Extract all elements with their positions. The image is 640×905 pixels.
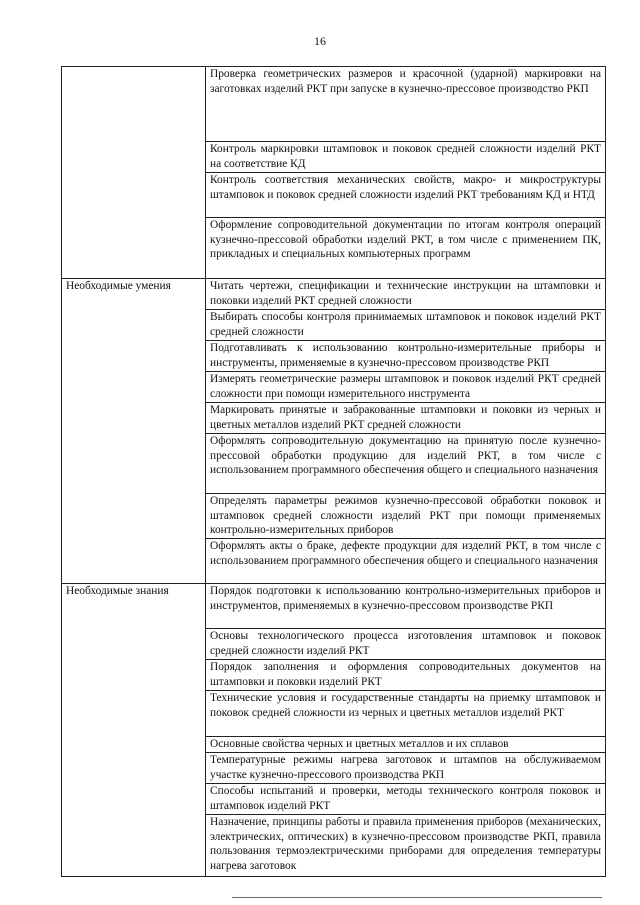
- table-row: [62, 67, 606, 142]
- row-label: [62, 67, 206, 279]
- page-number: 16: [314, 34, 326, 48]
- row-description: Измерять геометрические размеры штамповок и поковок изделий РКТ средней сложности при помощи измерительного инструмента: [206, 372, 606, 403]
- row-description: Порядок подготовки к использованию контрольно-измерительных приборов и инструментов, применяемых в кузнечно-прессовом производстве РКП: [206, 584, 606, 629]
- requirements-table: [61, 66, 606, 877]
- row-description: Основы технологического процесса изготовления штамповок и поковок средней сложности изделий РКТ: [206, 629, 606, 660]
- row-description: Оформлять сопроводительную документацию на принятую после кузнечно-прессовой обработки продукцию для изделий РКТ, в том числе с использованием программного обеспечения общего и специального назначения: [206, 434, 606, 494]
- row-description: Выбирать способы контроля принимаемых штамповок и поковок изделий РКТ средней сложности: [206, 310, 606, 341]
- section-label-skills: Необходимые умения: [62, 279, 206, 584]
- row-description: Технические условия и государственные стандарты на приемку штамповок и поковок средней сложности из черных и цветных металлов изделий РКТ: [206, 691, 606, 737]
- table-row: [62, 279, 606, 310]
- page-bottom-rule: [232, 897, 602, 898]
- row-description: Оформление сопроводительной документации по итогам контроля операций кузнечно-прессовой обработки изделий РКТ, в том числе с применением ПК, прикладных и специальных компьютерных программ: [206, 218, 606, 279]
- row-description: Определять параметры режимов кузнечно-прессовой обработки поковок и штамповок средней сложности изделий РКТ при помощи применяемых контрольно-измерительных приборов: [206, 494, 606, 539]
- row-description: Контроль соответствия механических свойств, макро- и микроструктуры штамповок и поковок средней сложности изделий РКТ требованиям КД и НТД: [206, 173, 606, 218]
- row-description: Подготавливать к использованию контрольно-измерительные приборы и инструменты, применяемые в кузнечно-прессовом производстве РКП: [206, 341, 606, 372]
- row-description: Назначение, принципы работы и правила применения приборов (механических, электрических, оптических) в кузнечно-прессовом производстве РКП, правила пользования термоэлектрическими приборами для определения температуры нагрева заготовок: [206, 815, 606, 877]
- row-description: Проверка геометрических размеров и красочной (ударной) маркировки на заготовках изделий РКТ при запуске в кузнечно-прессовое производство РКП: [206, 67, 606, 142]
- row-description: Читать чертежи, спецификации и технические инструкции на штамповки и поковки изделий РКТ средней сложности: [206, 279, 606, 310]
- row-description: Контроль маркировки штамповок и поковок средней сложности изделий РКТ на соответствие КД: [206, 142, 606, 173]
- row-description: Маркировать принятые и забракованные штамповки и поковки из черных и цветных металлов изделий РКТ средней сложности: [206, 403, 606, 434]
- row-description: Способы испытаний и проверки, методы технического контроля поковок и штамповок изделий РКТ: [206, 784, 606, 815]
- row-description: Порядок заполнения и оформления сопроводительных документов на штамповки и поковки изделий РКТ: [206, 660, 606, 691]
- table-row: [62, 584, 606, 629]
- row-description: Основные свойства черных и цветных металлов и их сплавов: [206, 737, 606, 753]
- row-description: Температурные режимы нагрева заготовок и штампов на обслуживаемом участке кузнечно-прессового производства РКП: [206, 753, 606, 784]
- row-description: Оформлять акты о браке, дефекте продукции для изделий РКТ, в том числе с использованием программного обеспечения общего и специального назначения: [206, 539, 606, 584]
- section-label-knowledge: Необходимые знания: [62, 584, 206, 877]
